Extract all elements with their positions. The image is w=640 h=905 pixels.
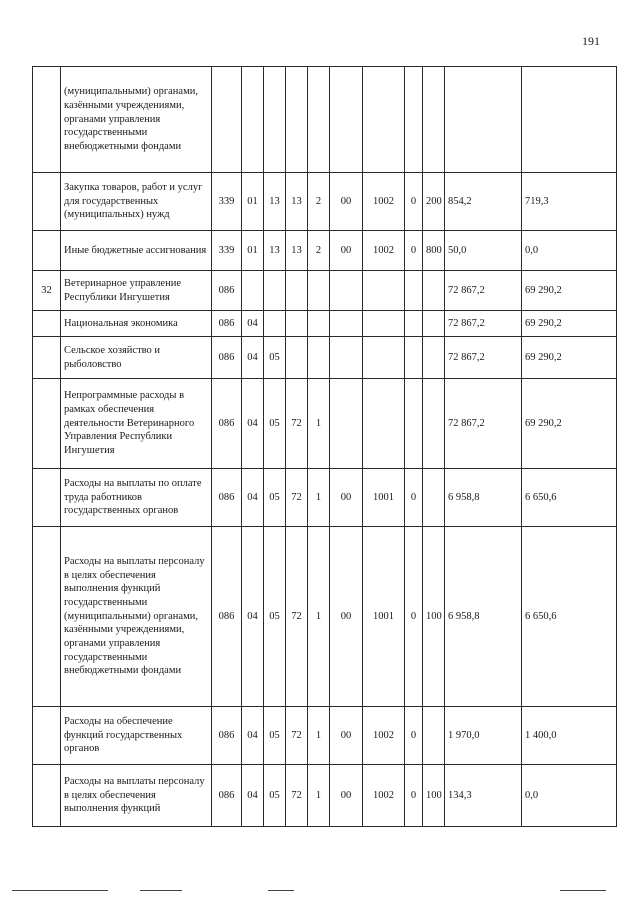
expense-type-cell <box>423 379 445 469</box>
item-name-cell: Расходы на выплаты персоналу в целях обеспечения выполнения функций <box>61 765 212 827</box>
target-code-cell <box>286 271 308 311</box>
amount-cell-2: 0,0 <box>522 765 617 827</box>
scan-mark <box>140 890 182 891</box>
amount-cell-1: 50,0 <box>445 231 522 271</box>
grbs-code-cell: 339 <box>212 231 242 271</box>
amount-cell-2: 69 290,2 <box>522 311 617 337</box>
target-code-cell <box>286 67 308 173</box>
table-row <box>33 231 617 271</box>
row-number-cell <box>33 379 61 469</box>
row-number-cell: 32 <box>33 271 61 311</box>
grbs-code-cell: 086 <box>212 765 242 827</box>
expense-type-cell: 100 <box>423 765 445 827</box>
target-code-cell: 0 <box>405 173 423 231</box>
target-code-cell: 72 <box>286 707 308 765</box>
subsection-code-cell: 05 <box>264 527 286 707</box>
grbs-code-cell: 339 <box>212 173 242 231</box>
target-code-cell: 1002 <box>363 765 405 827</box>
grbs-code-cell: 086 <box>212 707 242 765</box>
target-code-cell: 72 <box>286 469 308 527</box>
scan-bottom-marks <box>0 890 640 898</box>
target-code-cell: 72 <box>286 765 308 827</box>
grbs-code-cell: 086 <box>212 469 242 527</box>
section-code-cell: 04 <box>242 379 264 469</box>
section-code-cell: 04 <box>242 469 264 527</box>
target-code-cell <box>405 379 423 469</box>
row-number-cell <box>33 231 61 271</box>
target-code-cell: 00 <box>330 231 363 271</box>
target-code-cell: 00 <box>330 707 363 765</box>
amount-cell-1 <box>445 67 522 173</box>
row-number-cell <box>33 337 61 379</box>
target-code-cell <box>330 271 363 311</box>
table-row <box>33 271 617 311</box>
target-code-cell <box>363 271 405 311</box>
grbs-code-cell: 086 <box>212 311 242 337</box>
amount-cell-1: 72 867,2 <box>445 379 522 469</box>
target-code-cell: 0 <box>405 469 423 527</box>
amount-cell-1: 6 958,8 <box>445 469 522 527</box>
row-number-cell <box>33 707 61 765</box>
row-number-cell <box>33 527 61 707</box>
expense-type-cell <box>423 707 445 765</box>
section-code-cell: 04 <box>242 707 264 765</box>
target-code-cell <box>286 311 308 337</box>
target-code-cell <box>363 67 405 173</box>
section-code-cell: 04 <box>242 311 264 337</box>
table-row <box>33 173 617 231</box>
expense-type-cell <box>423 337 445 379</box>
target-code-cell: 13 <box>286 173 308 231</box>
row-number-cell <box>33 67 61 173</box>
target-code-cell: 1 <box>308 765 330 827</box>
subsection-code-cell: 05 <box>264 337 286 379</box>
amount-cell-2: 719,3 <box>522 173 617 231</box>
expense-type-cell: 200 <box>423 173 445 231</box>
item-name-cell: Закупка товаров, работ и услуг для государственных (муниципальных) нужд <box>61 173 212 231</box>
amount-cell-1: 1 970,0 <box>445 707 522 765</box>
target-code-cell: 1001 <box>363 469 405 527</box>
target-code-cell: 1002 <box>363 231 405 271</box>
table-row <box>33 311 617 337</box>
table-row <box>33 527 617 707</box>
item-name-cell: Сельское хозяйство и рыболовство <box>61 337 212 379</box>
row-number-cell <box>33 469 61 527</box>
section-code-cell: 04 <box>242 765 264 827</box>
expense-type-cell <box>423 67 445 173</box>
subsection-code-cell: 05 <box>264 765 286 827</box>
target-code-cell <box>405 67 423 173</box>
target-code-cell <box>330 379 363 469</box>
subsection-code-cell <box>264 311 286 337</box>
target-code-cell <box>363 379 405 469</box>
target-code-cell: 1002 <box>363 173 405 231</box>
section-code-cell <box>242 67 264 173</box>
amount-cell-2: 6 650,6 <box>522 527 617 707</box>
target-code-cell: 1 <box>308 527 330 707</box>
target-code-cell: 2 <box>308 173 330 231</box>
target-code-cell <box>308 67 330 173</box>
target-code-cell: 1 <box>308 469 330 527</box>
budget-table <box>32 66 617 827</box>
item-name-cell: Национальная экономика <box>61 311 212 337</box>
target-code-cell: 1 <box>308 707 330 765</box>
amount-cell-2: 69 290,2 <box>522 379 617 469</box>
table-row <box>33 707 617 765</box>
section-code-cell <box>242 271 264 311</box>
target-code-cell: 00 <box>330 469 363 527</box>
item-name-cell: Расходы на обеспечение функций государственных органов <box>61 707 212 765</box>
item-name-cell: Непрограммные расходы в рамках обеспечения деятельности Ветеринарного Управления Республики Ингушетия <box>61 379 212 469</box>
item-name-cell: Иные бюджетные ассигнования <box>61 231 212 271</box>
amount-cell-1: 134,3 <box>445 765 522 827</box>
target-code-cell: 1002 <box>363 707 405 765</box>
expense-type-cell <box>423 469 445 527</box>
target-code-cell <box>308 337 330 379</box>
amount-cell-2: 69 290,2 <box>522 337 617 379</box>
target-code-cell: 0 <box>405 527 423 707</box>
target-code-cell <box>330 337 363 379</box>
amount-cell-2: 1 400,0 <box>522 707 617 765</box>
scan-mark <box>560 890 606 891</box>
amount-cell-2: 0,0 <box>522 231 617 271</box>
item-name-cell: Расходы на выплаты персоналу в целях обеспечения выполнения функций государственными (муниципальными) органами, казёнными учреждениями, органами управления государственными внебюджетными фондами <box>61 527 212 707</box>
target-code-cell: 00 <box>330 527 363 707</box>
row-number-cell <box>33 311 61 337</box>
amount-cell-2: 69 290,2 <box>522 271 617 311</box>
subsection-code-cell: 05 <box>264 469 286 527</box>
grbs-code-cell: 086 <box>212 527 242 707</box>
item-name-cell: (муниципальными) органами, казёнными учреждениями, органами управления государственными внебюджетными фондами <box>61 67 212 173</box>
table-row <box>33 765 617 827</box>
subsection-code-cell: 13 <box>264 173 286 231</box>
expense-type-cell <box>423 271 445 311</box>
scan-mark <box>268 890 294 891</box>
target-code-cell <box>308 271 330 311</box>
table-row <box>33 337 617 379</box>
amount-cell-1: 72 867,2 <box>445 337 522 379</box>
target-code-cell <box>308 311 330 337</box>
target-code-cell: 00 <box>330 765 363 827</box>
target-code-cell <box>405 337 423 379</box>
target-code-cell <box>330 67 363 173</box>
target-code-cell <box>363 337 405 379</box>
table-row <box>33 379 617 469</box>
expense-type-cell: 800 <box>423 231 445 271</box>
target-code-cell: 72 <box>286 527 308 707</box>
page-number: 191 <box>582 34 600 48</box>
subsection-code-cell: 05 <box>264 379 286 469</box>
item-name-cell: Расходы на выплаты по оплате труда работников государственных органов <box>61 469 212 527</box>
amount-cell-1: 72 867,2 <box>445 271 522 311</box>
target-code-cell: 00 <box>330 173 363 231</box>
subsection-code-cell: 13 <box>264 231 286 271</box>
section-code-cell: 01 <box>242 231 264 271</box>
amount-cell-1: 6 958,8 <box>445 527 522 707</box>
section-code-cell: 01 <box>242 173 264 231</box>
grbs-code-cell: 086 <box>212 271 242 311</box>
section-code-cell: 04 <box>242 527 264 707</box>
amount-cell-2: 6 650,6 <box>522 469 617 527</box>
expense-type-cell <box>423 311 445 337</box>
target-code-cell: 0 <box>405 765 423 827</box>
item-name-cell: Ветеринарное управление Республики Ингушетия <box>61 271 212 311</box>
target-code-cell <box>330 311 363 337</box>
target-code-cell <box>405 311 423 337</box>
target-code-cell: 1 <box>308 379 330 469</box>
target-code-cell: 2 <box>308 231 330 271</box>
row-number-cell <box>33 765 61 827</box>
grbs-code-cell: 086 <box>212 337 242 379</box>
row-number-cell <box>33 173 61 231</box>
target-code-cell <box>405 271 423 311</box>
amount-cell-2 <box>522 67 617 173</box>
table-row <box>33 67 617 173</box>
grbs-code-cell <box>212 67 242 173</box>
grbs-code-cell: 086 <box>212 379 242 469</box>
section-code-cell: 04 <box>242 337 264 379</box>
target-code-cell: 0 <box>405 231 423 271</box>
target-code-cell: 72 <box>286 379 308 469</box>
target-code-cell: 13 <box>286 231 308 271</box>
target-code-cell <box>363 311 405 337</box>
target-code-cell: 0 <box>405 707 423 765</box>
table-row <box>33 469 617 527</box>
subsection-code-cell <box>264 271 286 311</box>
target-code-cell: 1001 <box>363 527 405 707</box>
subsection-code-cell <box>264 67 286 173</box>
target-code-cell <box>286 337 308 379</box>
subsection-code-cell: 05 <box>264 707 286 765</box>
expense-type-cell: 100 <box>423 527 445 707</box>
amount-cell-1: 72 867,2 <box>445 311 522 337</box>
scan-mark <box>12 890 108 891</box>
amount-cell-1: 854,2 <box>445 173 522 231</box>
